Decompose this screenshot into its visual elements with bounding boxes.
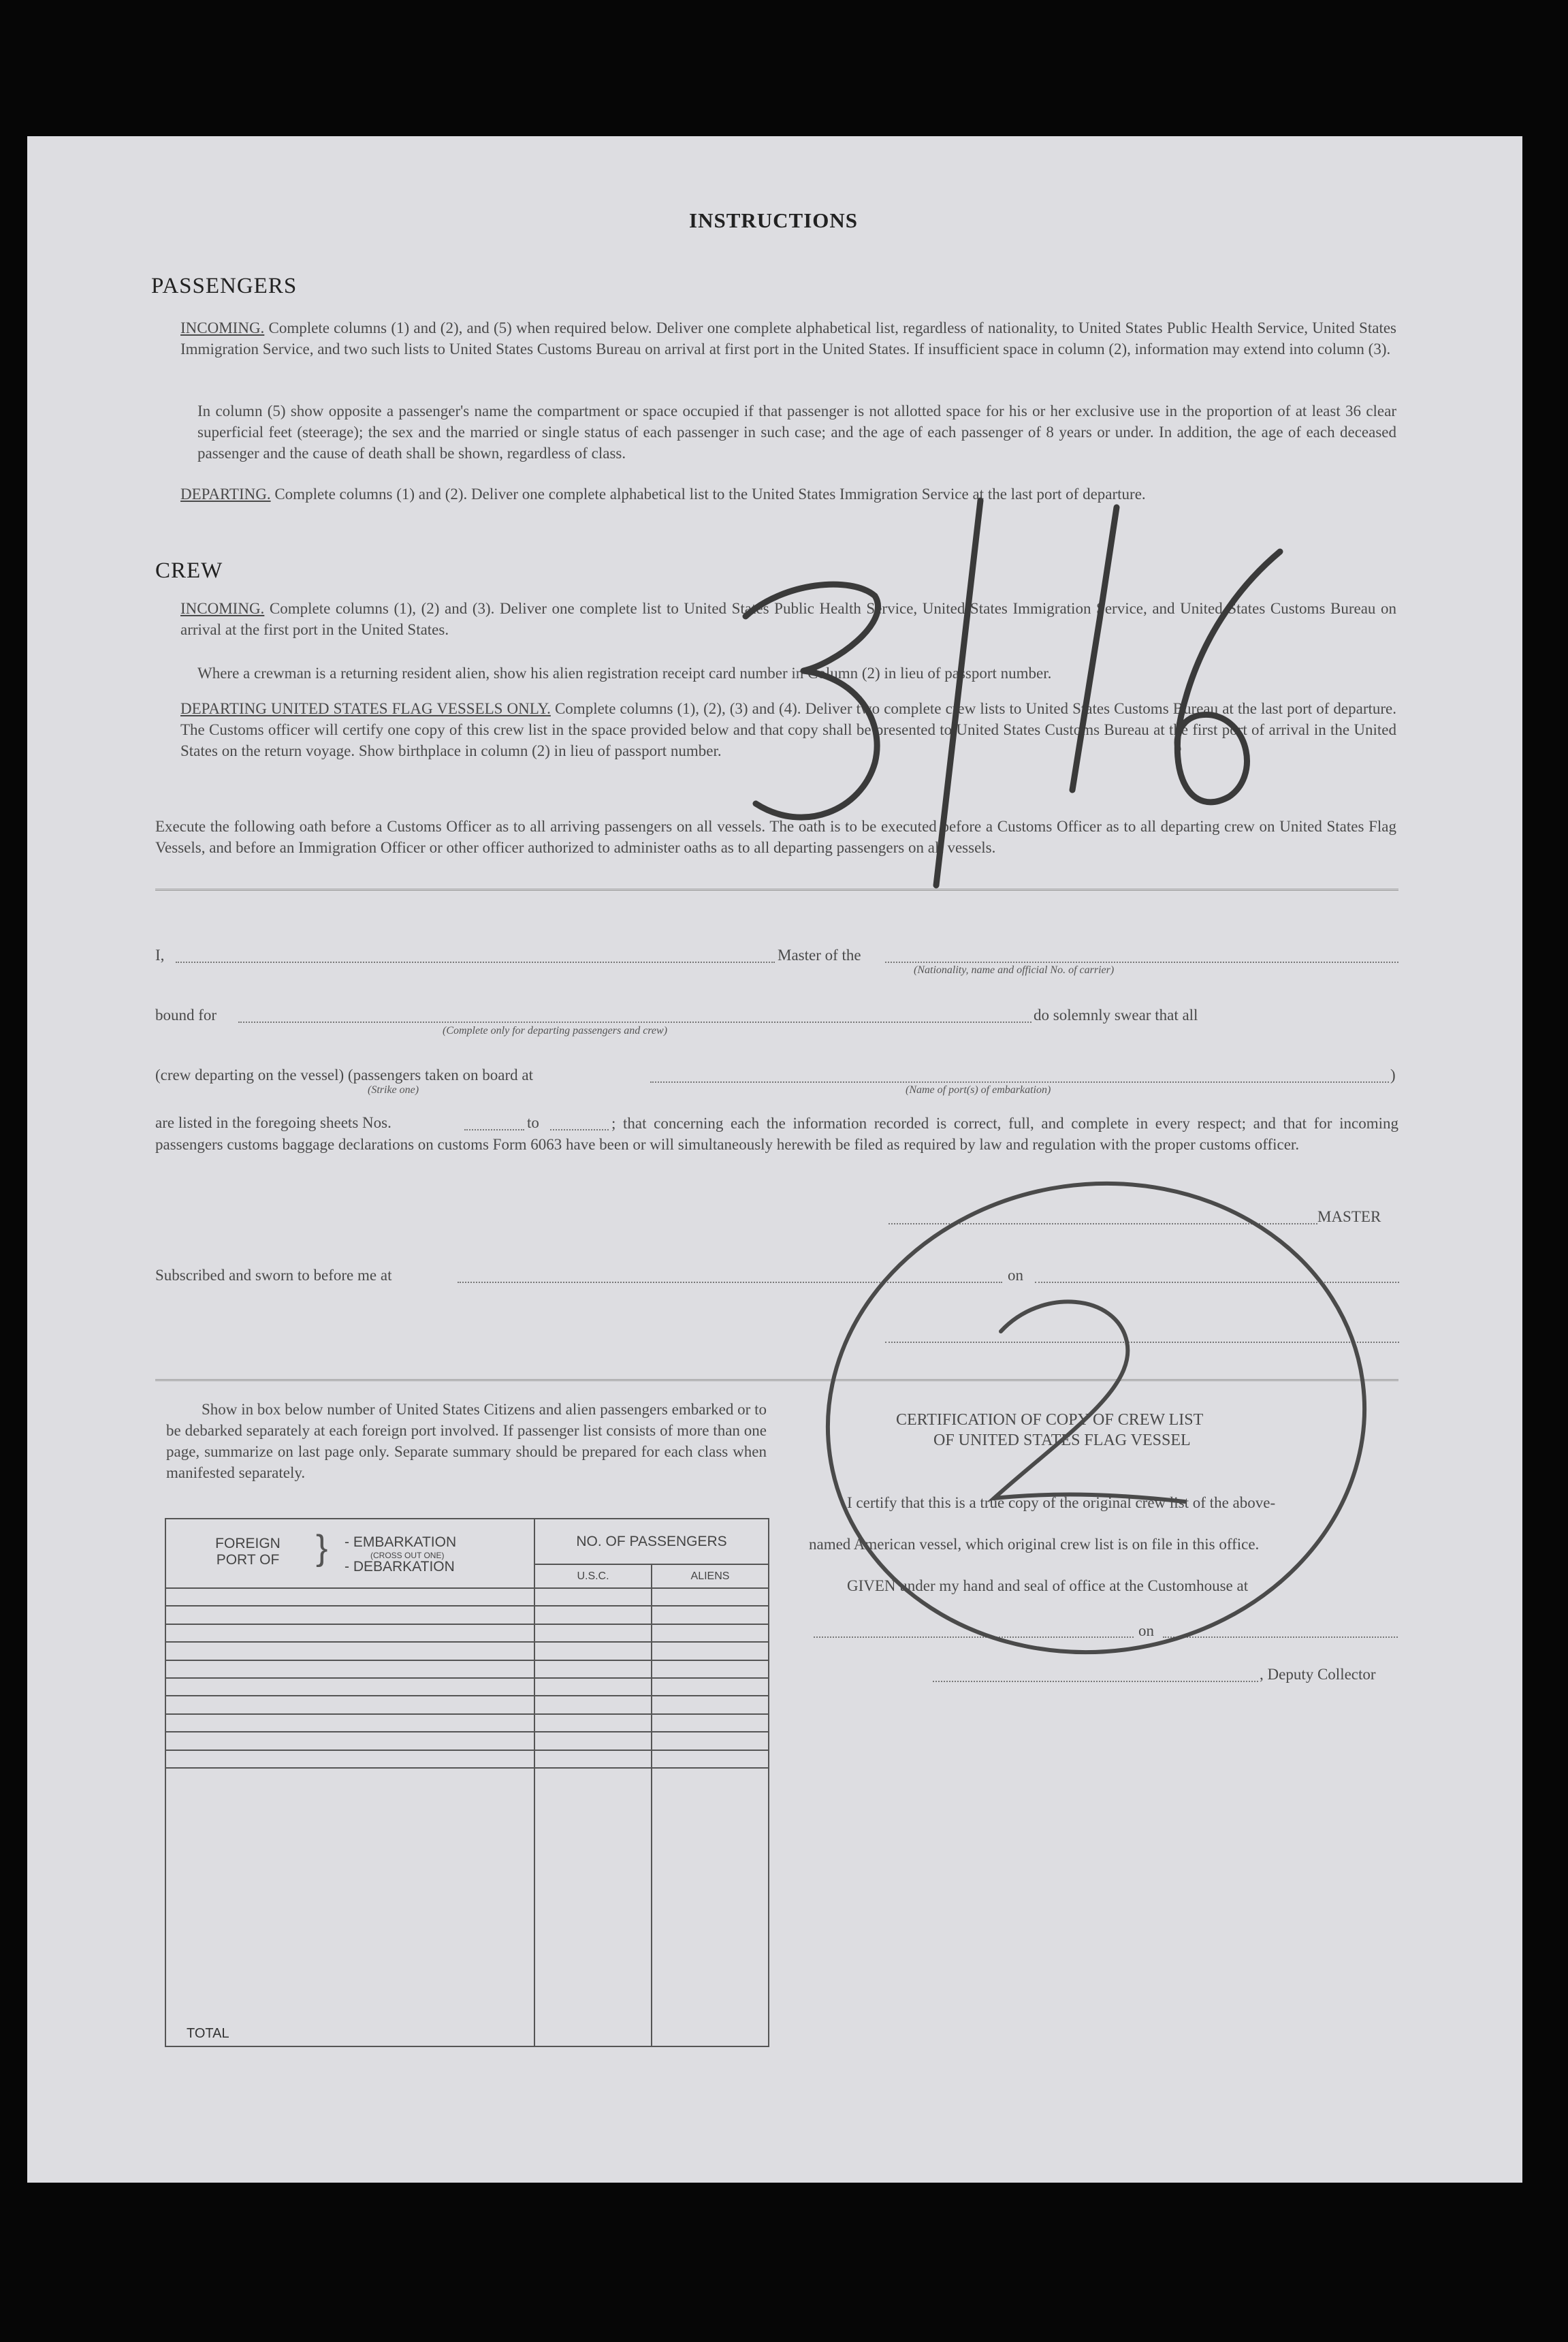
aliens-cell[interactable] xyxy=(652,1696,769,1713)
certification-title-2: OF UNITED STATES FLAG VESSEL xyxy=(933,1431,1191,1449)
passengers-incoming-paragraph xyxy=(180,317,1396,360)
port-cell[interactable] xyxy=(165,1714,534,1732)
usc-cell[interactable] xyxy=(534,1696,652,1713)
aliens-cell[interactable] xyxy=(652,1714,769,1732)
crew-departing-label: DEPARTING UNITED STATES FLAG VESSELS ONLY. xyxy=(180,700,551,717)
listed-part1: are listed in the foregoing sheets Nos. xyxy=(155,1114,391,1131)
passengers-column5-paragraph: In column (5) show opposite a passenger's name the compartment or space occupied if that passenger is not allotted space for his or her exclusive use in the proportion of at least 36 clear superficial feet (steerage); the sex and the married or single status of each passenger in such case; and the age of each passenger of 8 years or under. In addition, the age of each deceased passenger and the cause of death shall be shown, regardless of class. xyxy=(197,402,1396,462)
customhouse-field[interactable] xyxy=(814,1636,1134,1638)
port-hint: (Name of port(s) of embarkation) xyxy=(906,1084,1051,1096)
aliens-header: ALIENS xyxy=(652,1564,769,1588)
foreign-port-header: FOREIGN PORT OF xyxy=(215,1536,281,1568)
embarkation-port-field[interactable] xyxy=(650,1081,1389,1083)
sworn-place-field[interactable] xyxy=(458,1282,1002,1283)
strike-one-hint: (Strike one) xyxy=(368,1084,419,1096)
certification-date-field[interactable] xyxy=(1163,1636,1398,1638)
section-divider xyxy=(155,889,1398,891)
aliens-cell[interactable] xyxy=(652,1606,769,1624)
bound-for-label: bound for xyxy=(155,1007,217,1024)
usc-cell[interactable] xyxy=(534,1624,652,1642)
master-signature-field[interactable] xyxy=(889,1223,1317,1224)
usc-cell[interactable] xyxy=(534,1660,652,1678)
usc-cell[interactable] xyxy=(534,1642,652,1660)
cross-out-hint: (CROSS OUT ONE) xyxy=(370,1551,445,1560)
port-cell[interactable] xyxy=(165,1678,534,1696)
deputy-signature-field[interactable] xyxy=(933,1681,1258,1682)
no-passengers-header: NO. OF PASSENGERS xyxy=(534,1519,769,1564)
port-cell[interactable] xyxy=(165,1588,534,1606)
aliens-cell[interactable] xyxy=(652,1624,769,1642)
usc-cell[interactable] xyxy=(534,1714,652,1732)
oath-intro-paragraph: Execute the following oath before a Customs Officer as to all arriving passengers on all vessels. The oath is to be executed before a Customs Officer as to all departing crew on United States Flag Vessels, and before an Immigration Officer or other officer authorized to administer oaths as to all departing passengers on all vessels. xyxy=(155,818,1396,856)
aliens-cell[interactable] xyxy=(652,1732,769,1750)
crew-incoming-paragraph xyxy=(180,598,1396,640)
aliens-cell[interactable] xyxy=(652,1642,769,1660)
usc-cell[interactable] xyxy=(534,1678,652,1696)
aliens-cell[interactable] xyxy=(652,1588,769,1606)
certification-title-1: CERTIFICATION OF COPY OF CREW LIST xyxy=(896,1411,1204,1429)
master-name-field[interactable] xyxy=(176,962,775,963)
aliens-cell[interactable] xyxy=(652,1678,769,1696)
deputy-collector-label: , Deputy Collector xyxy=(1260,1666,1376,1683)
usc-cell[interactable] xyxy=(534,1588,652,1606)
brace-glyph: } xyxy=(316,1528,328,1568)
crew-resident-paragraph: Where a crewman is a returning resident alien, show his alien registration receipt card number in Column (2) in lieu of passport number. xyxy=(197,665,1052,682)
total-label: TOTAL xyxy=(165,1768,534,2046)
section-divider-2 xyxy=(155,1379,1398,1381)
port-cell[interactable] xyxy=(165,1624,534,1642)
crew-departing-text: Complete columns (1), (2), (3) and (4). Deliver two complete crew lists to United States Customs Bureau at the last port of departure. The Customs officer will certify one copy of this crew list in the space provided below and that copy shall be presented to United States Customs Bureau at the first port of arrival in the United States on the return voyage. Show birthplace in column (2) in lieu of passport number. xyxy=(180,700,1397,759)
port-cell[interactable] xyxy=(165,1732,534,1750)
usc-total-cell[interactable] xyxy=(534,1768,652,2046)
usc-header: U.S.C. xyxy=(534,1564,652,1588)
carrier-field[interactable] xyxy=(885,962,1398,963)
summary-instructions: Show in box below number of United States Citizens and alien passengers embarked or to be debarked separately at each foreign port involved. If passenger list consists of more than one page, summarize on last page only. Separate summary should be prepared for each class when manifested separately. xyxy=(166,1401,767,1481)
usc-cell[interactable] xyxy=(534,1606,652,1624)
passengers-departing-paragraph xyxy=(180,484,1396,505)
aliens-cell[interactable] xyxy=(652,1750,769,1768)
debarkation-header: - DEBARKATION xyxy=(345,1559,455,1574)
usc-cell[interactable] xyxy=(534,1750,652,1768)
certification-line-3: GIVEN under my hand and seal of office at the Customhouse at xyxy=(847,1577,1249,1594)
passengers-incoming-label: INCOMING. xyxy=(180,319,265,336)
subscribed-label: Subscribed and sworn to before me at xyxy=(155,1267,392,1284)
oath-i-label: I, xyxy=(155,947,165,964)
listed-to: to xyxy=(527,1114,539,1131)
port-cell[interactable] xyxy=(165,1642,534,1660)
sworn-date-field[interactable] xyxy=(1035,1282,1399,1283)
aliens-total-cell[interactable] xyxy=(652,1768,769,2046)
certification-on-label: on xyxy=(1138,1622,1154,1639)
master-label: MASTER xyxy=(1317,1208,1381,1225)
crew-departing-paragraph xyxy=(180,698,1396,761)
port-cell[interactable] xyxy=(165,1750,534,1768)
instructions-title: INSTRUCTIONS xyxy=(689,208,859,232)
embarkation-header: - EMBARKATION xyxy=(345,1534,457,1550)
passenger-summary-table xyxy=(165,1518,769,2047)
crew-incoming-text: Complete columns (1), (2) and (3). Deliver one complete list to United States Public Health Service, United States Immigration Service, and United States Customs Bureau on arrival at the first port in the United States. xyxy=(180,600,1396,638)
crew-incoming-label: INCOMING. xyxy=(180,600,265,617)
master-of-the-label: Master of the xyxy=(778,947,861,964)
certification-line-1: I certify that this is a true copy of the original crew list of the above- xyxy=(847,1494,1276,1511)
crew-heading: CREW xyxy=(155,558,223,583)
port-cell[interactable] xyxy=(165,1660,534,1678)
bound-for-hint: (Complete only for departing passengers and crew) xyxy=(443,1025,668,1037)
passengers-incoming-text: Complete columns (1) and (2), and (5) when required below. Deliver one complete alphabetical list, regardless of nationality, to United States Public Health Service, United States Immigration Service, and two such lists to United States Customs Bureau on arrival at first port in the United States. If insufficient space in column (2), information may extend into column (3). xyxy=(180,319,1396,358)
sworn-officer-field[interactable] xyxy=(885,1342,1399,1343)
port-cell[interactable] xyxy=(165,1696,534,1713)
port-cell[interactable] xyxy=(165,1606,534,1624)
close-paren: ) xyxy=(1390,1066,1396,1083)
passengers-departing-label: DEPARTING. xyxy=(180,486,271,503)
crew-departing-label: (crew departing on the vessel) (passengers taken on board at xyxy=(155,1066,533,1083)
usc-cell[interactable] xyxy=(534,1732,652,1750)
passengers-departing-text: Complete columns (1) and (2). Deliver one complete alphabetical list to the United States Immigration Service at the last port of departure. xyxy=(274,486,1146,503)
certification-line-2: named American vessel, which original crew list is on file in this office. xyxy=(809,1536,1260,1553)
listed-part2: ; that concerning each the information recorded is correct, full, and complete in every respect; and that for incoming passengers customs baggage declarations on customs Form 6063 have been or will simultaneously herewith be filed as required by law and regulation with the proper customs officer. xyxy=(155,1115,1398,1153)
aliens-cell[interactable] xyxy=(652,1660,769,1678)
sworn-on-label: on xyxy=(1008,1267,1023,1284)
passengers-heading: PASSENGERS xyxy=(151,274,298,298)
bound-for-field[interactable] xyxy=(238,1022,1031,1023)
carrier-hint: (Nationality, name and official No. of carrier) xyxy=(914,964,1115,976)
swear-label: do solemnly swear that all xyxy=(1034,1007,1198,1024)
port-header-cell xyxy=(165,1519,534,1588)
